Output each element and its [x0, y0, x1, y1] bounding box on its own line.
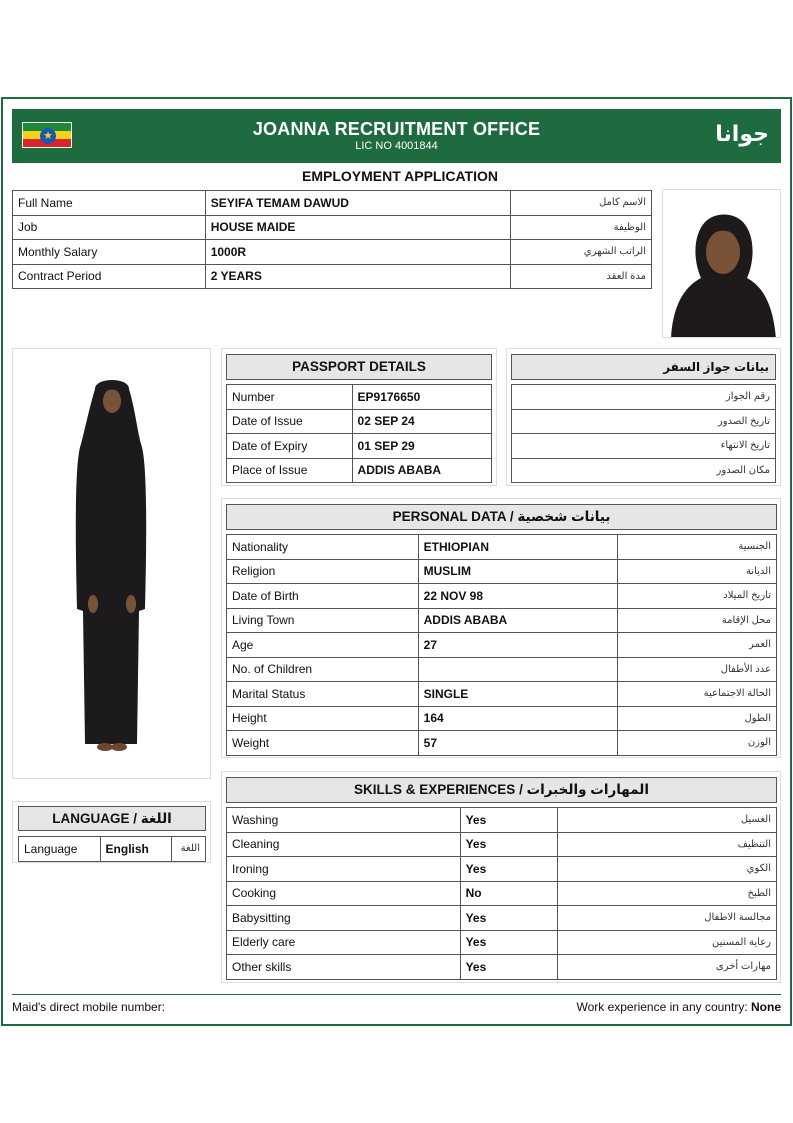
skill-label-arabic: رعاية المسنين	[558, 930, 777, 955]
skill-value: Yes	[460, 808, 558, 833]
field-value: 02 SEP 24	[352, 409, 491, 434]
field-label: Religion	[227, 559, 419, 584]
field-label-arabic: تاريخ الميلاد	[618, 584, 777, 609]
table-row	[13, 240, 652, 265]
skill-label: Cleaning	[227, 832, 461, 857]
field-value: ADDIS ABABA	[418, 608, 618, 633]
skill-value: Yes	[460, 955, 558, 980]
table-row	[227, 409, 492, 434]
field-value: EP9176650	[352, 385, 491, 410]
table-row	[227, 584, 777, 609]
skill-label-arabic: مهارات أخرى	[558, 955, 777, 980]
table-row	[227, 608, 777, 633]
field-value: 1000R	[205, 240, 511, 265]
field-label-arabic: الطول	[618, 706, 777, 731]
skills-panel	[221, 771, 781, 983]
field-label: Monthly Salary	[13, 240, 206, 265]
table-row	[227, 657, 777, 682]
field-label: Contract Period	[13, 264, 206, 289]
table-row	[227, 559, 777, 584]
table-row	[227, 881, 777, 906]
field-label-arabic: الاسم كامل	[511, 191, 652, 216]
skill-label-arabic: الغسيل	[558, 808, 777, 833]
passport-arabic-table	[511, 384, 776, 483]
skills-heading: SKILLS & EXPERIENCES / المهارات والخبرات	[226, 777, 777, 803]
passport-details-heading: PASSPORT DETAILS	[226, 354, 492, 380]
skill-label: Other skills	[227, 955, 461, 980]
footer-divider	[12, 994, 781, 995]
work-experience-value: None	[751, 1000, 781, 1014]
table-row	[227, 535, 777, 560]
work-experience	[576, 1000, 781, 1014]
skill-label: Ironing	[227, 857, 461, 882]
field-value: MUSLIM	[418, 559, 618, 584]
personal-data-panel	[221, 498, 781, 758]
full-body-photo	[12, 348, 211, 779]
language-value: English	[100, 837, 172, 862]
field-label: Number	[227, 385, 353, 410]
table-row	[227, 706, 777, 731]
language-table	[18, 836, 206, 862]
field-label: Date of Expiry	[227, 434, 353, 459]
field-label: Date of Issue	[227, 409, 353, 434]
table-row	[227, 808, 777, 833]
field-value: SEYIFA TEMAM DAWUD	[205, 191, 511, 216]
table-row	[512, 409, 776, 434]
personal-data-table	[226, 534, 777, 756]
field-value: 164	[418, 706, 618, 731]
table-row	[227, 434, 492, 459]
table-row	[13, 215, 652, 240]
language-label-arabic: اللغة	[172, 837, 206, 862]
skill-label-arabic: الكوي	[558, 857, 777, 882]
field-label: Marital Status	[227, 682, 419, 707]
portrait-photo	[662, 189, 781, 338]
skill-label: Elderly care	[227, 930, 461, 955]
field-label-arabic: تاريخ الصدور	[512, 409, 776, 434]
field-value: ADDIS ABABA	[352, 458, 491, 483]
personal-data-heading: PERSONAL DATA / بيانات شخصية	[226, 504, 777, 530]
skill-value: No	[460, 881, 558, 906]
license-number: LIC NO 4001844	[355, 140, 438, 152]
ethiopia-flag-icon: ★	[22, 122, 72, 148]
field-value	[418, 657, 618, 682]
field-label-arabic: تاريخ الانتهاء	[512, 434, 776, 459]
skill-value: Yes	[460, 857, 558, 882]
passport-table	[226, 384, 492, 483]
field-value: 22 NOV 98	[418, 584, 618, 609]
skill-label-arabic: مجالسة الاطفال	[558, 906, 777, 931]
field-label: No. of Children	[227, 657, 419, 682]
field-label-arabic: عدد الأطفال	[618, 657, 777, 682]
office-title: JOANNA RECRUITMENT OFFICE	[252, 119, 541, 139]
field-label: Nationality	[227, 535, 419, 560]
mobile-number-label: Maid's direct mobile number:	[12, 1000, 166, 1014]
table-row	[512, 385, 776, 410]
field-label: Date of Birth	[227, 584, 419, 609]
table-row	[512, 458, 776, 483]
field-label-arabic: الجنسية	[618, 535, 777, 560]
table-row	[512, 434, 776, 459]
table-row	[13, 264, 652, 289]
table-row	[227, 385, 492, 410]
field-value: 27	[418, 633, 618, 658]
field-label-arabic: العمر	[618, 633, 777, 658]
field-label-arabic: محل الإقامة	[618, 608, 777, 633]
table-row	[227, 633, 777, 658]
field-label-arabic: مدة العقد	[511, 264, 652, 289]
field-label-arabic: الوظيفة	[511, 215, 652, 240]
field-label-arabic: الديانة	[618, 559, 777, 584]
table-row	[19, 837, 206, 862]
skills-table	[226, 807, 777, 980]
basic-info-table	[12, 190, 652, 289]
language-label: Language	[19, 837, 101, 862]
field-label-arabic: الحالة الاجتماعية	[618, 682, 777, 707]
field-label: Age	[227, 633, 419, 658]
field-label-arabic: رقم الجواز	[512, 385, 776, 410]
skill-value: Yes	[460, 832, 558, 857]
field-value: HOUSE MAIDE	[205, 215, 511, 240]
field-value: 2 YEARS	[205, 264, 511, 289]
field-label: Job	[13, 215, 206, 240]
field-label-arabic: مكان الصدور	[512, 458, 776, 483]
skill-label: Babysitting	[227, 906, 461, 931]
table-row	[227, 955, 777, 980]
field-value: 01 SEP 29	[352, 434, 491, 459]
language-heading: LANGUAGE / اللغة	[18, 806, 206, 831]
work-experience-label: Work experience in any country:	[576, 1000, 748, 1014]
table-row	[227, 930, 777, 955]
form-title: EMPLOYMENT APPLICATION	[302, 168, 498, 184]
skill-label: Cooking	[227, 881, 461, 906]
table-row	[227, 731, 777, 756]
skill-label: Washing	[227, 808, 461, 833]
table-row	[227, 682, 777, 707]
office-arabic-name: جوانا	[715, 121, 769, 146]
table-row	[13, 191, 652, 216]
field-label: Place of Issue	[227, 458, 353, 483]
skill-label-arabic: الطبخ	[558, 881, 777, 906]
passport-details-arabic-panel	[506, 348, 781, 486]
table-row	[227, 458, 492, 483]
field-label-arabic: الراتب الشهري	[511, 240, 652, 265]
table-row	[227, 906, 777, 931]
passport-details-panel	[221, 348, 497, 486]
field-label-arabic: الوزن	[618, 731, 777, 756]
field-label: Height	[227, 706, 419, 731]
field-value: SINGLE	[418, 682, 618, 707]
field-label: Weight	[227, 731, 419, 756]
field-label: Living Town	[227, 608, 419, 633]
table-row	[227, 832, 777, 857]
table-row	[227, 857, 777, 882]
passport-details-arabic-heading: بيانات جواز السفر	[511, 354, 776, 380]
skill-label-arabic: التنظيف	[558, 832, 777, 857]
office-header	[12, 109, 781, 163]
field-label: Full Name	[13, 191, 206, 216]
language-panel	[12, 801, 211, 863]
skill-value: Yes	[460, 906, 558, 931]
skill-value: Yes	[460, 930, 558, 955]
field-value: ETHIOPIAN	[418, 535, 618, 560]
field-value: 57	[418, 731, 618, 756]
